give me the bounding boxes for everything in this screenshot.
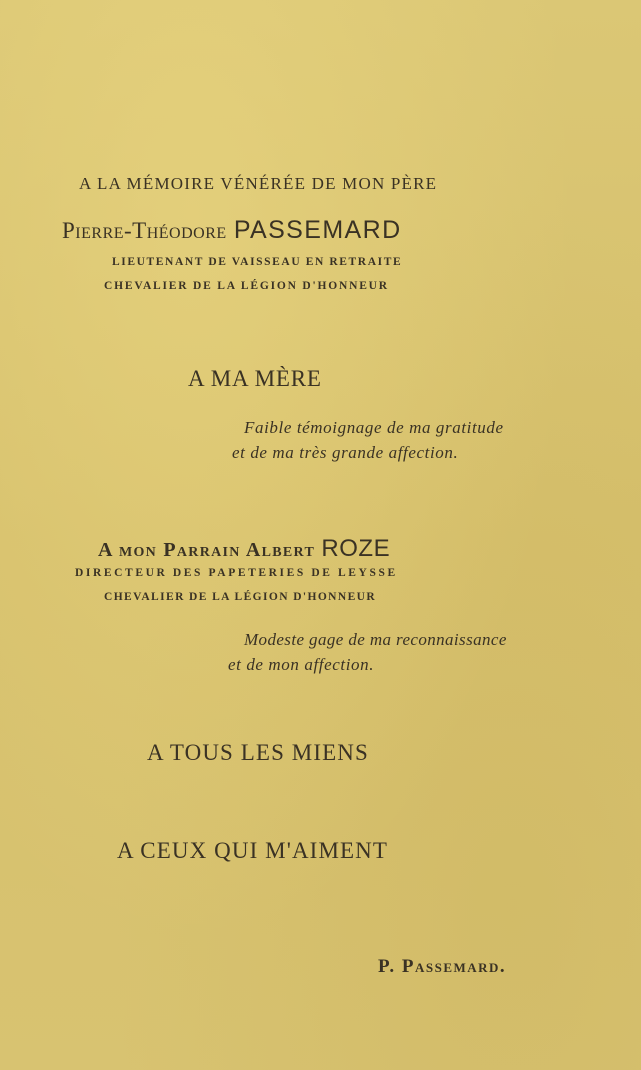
godfather-title: DIRECTEUR DES PAPETERIES DE LEYSSE (75, 567, 398, 579)
mother-heading: A MA MÈRE (188, 366, 322, 391)
godfather-name: ROZE (321, 535, 391, 562)
father-last-name: PASSEMARD (233, 216, 402, 244)
godfather-text-line2: et de mon affection. (228, 655, 375, 674)
father-name (62, 216, 402, 245)
mother-text-line2: et de ma très grande affection. (232, 443, 459, 462)
family-line1: A TOUS LES MIENS (147, 740, 369, 765)
godfather-prefix: A mon Parrain Albert (98, 539, 316, 561)
dedication-father-heading: A LA MÉMOIRE VÉNÉRÉE DE MON PÈRE (79, 174, 438, 193)
godfather-text-line1: Modeste gage de ma reconnaissance (244, 630, 507, 649)
godfather-heading (98, 535, 390, 563)
godfather-honor: CHEVALIER DE LA LÉGION D'HONNEUR (104, 591, 377, 603)
father-first-name: Pierre-Théodore (62, 218, 227, 243)
family-line2: A CEUX QUI M'AIMENT (117, 838, 389, 863)
signature: P. Passemard. (378, 956, 507, 977)
father-rank: LIEUTENANT DE VAISSEAU EN RETRAITE (112, 256, 403, 268)
mother-text-line1: Faible témoignage de ma gratitude (244, 418, 504, 437)
father-honor: CHEVALIER DE LA LÉGION D'HONNEUR (104, 280, 389, 292)
